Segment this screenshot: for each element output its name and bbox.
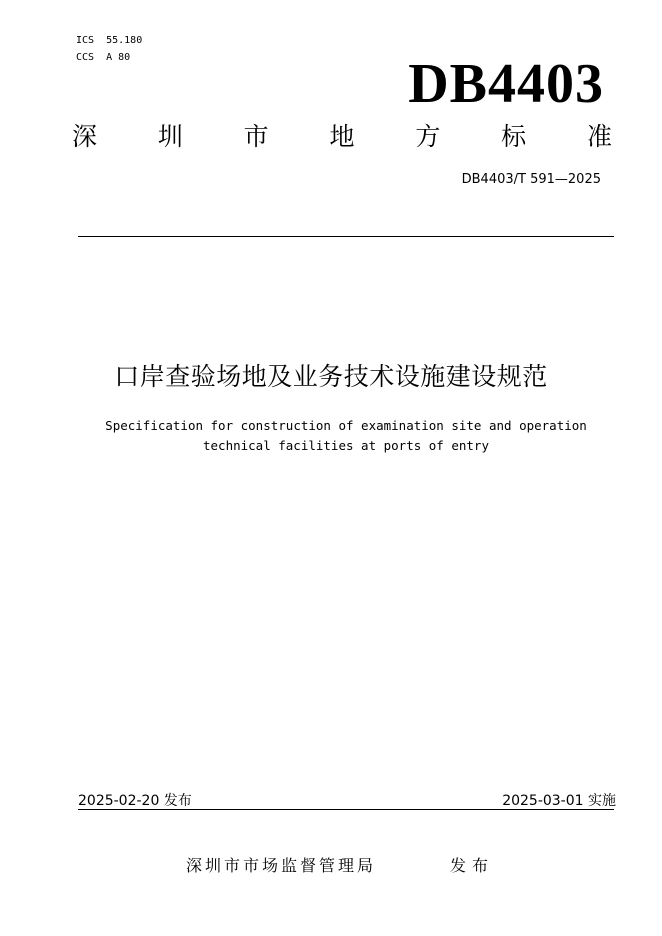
- publisher-name: 深圳市市场监督管理局: [186, 856, 377, 875]
- ics-code: ICS 55.180: [76, 35, 143, 46]
- english-title-line: Specification for construction of examination site and operation: [105, 418, 587, 433]
- english-title-line: technical facilities at ports of entry: [203, 438, 489, 453]
- top-divider: [78, 236, 614, 237]
- standard-type-char: 地: [329, 122, 355, 151]
- standard-type-char: 准: [586, 122, 612, 151]
- standard-type: [72, 122, 612, 152]
- standard-code: DB4403: [408, 53, 604, 115]
- document-title-chinese: 口岸查验场地及业务技术设施建设规范: [114, 362, 548, 391]
- implementation-date: 2025-03-01 实施: [502, 793, 616, 809]
- bottom-divider: [78, 809, 614, 810]
- standard-number: DB4403/T 591—2025: [461, 172, 601, 187]
- standard-type-char: 深: [72, 122, 98, 151]
- issue-date: 2025-02-20 发布: [78, 793, 192, 809]
- ccs-code: CCS A 80: [76, 52, 131, 63]
- standard-type-char: 标: [501, 122, 527, 151]
- classification-codes: [76, 32, 142, 66]
- publish-label: 发布: [450, 856, 495, 875]
- standard-type-char: 市: [243, 122, 269, 151]
- document-title-english: [0, 416, 662, 456]
- standard-type-char: 圳: [157, 122, 183, 151]
- standard-type-char: 方: [415, 122, 441, 151]
